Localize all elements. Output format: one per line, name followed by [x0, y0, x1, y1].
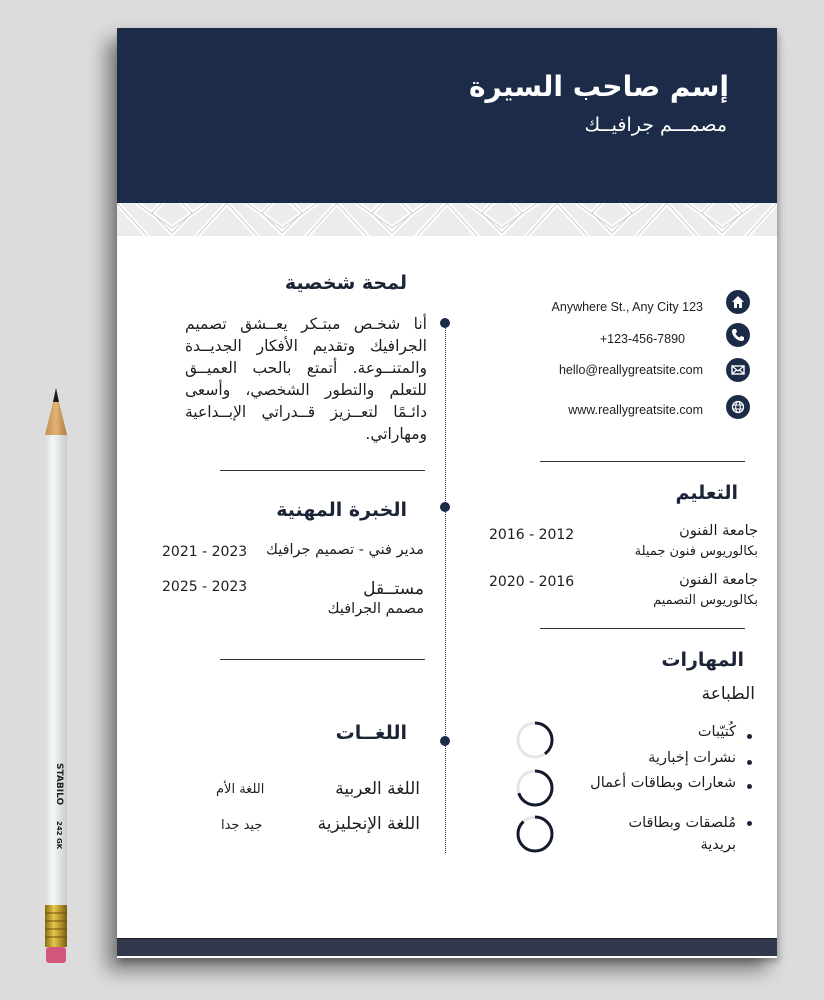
divider — [540, 628, 745, 629]
bullet — [747, 734, 752, 739]
education-dates: 2020 - 2016 — [489, 574, 575, 590]
education-degree: بكالوريوس فنون جميلة — [634, 544, 758, 559]
resume-page — [117, 28, 777, 958]
contact-phone[interactable]: +123-456-7890 — [599, 332, 685, 346]
language-name: اللغة الإنجليزية — [317, 814, 420, 834]
pencil-model: 242 GK — [55, 821, 63, 850]
timeline-dot — [440, 318, 450, 328]
mail-icon — [726, 358, 750, 382]
experience-title: الخبرة المهنية — [276, 499, 407, 521]
timeline-line — [445, 323, 446, 853]
skill-item: كُتيّبات — [697, 724, 736, 740]
experience-role: مدير فني - تصميم جرافيك — [265, 542, 424, 558]
skills-title: المهارات — [661, 649, 744, 671]
person-name: إسم صاحب السيرة — [469, 70, 729, 103]
skill-level-ring — [515, 720, 555, 760]
skill-level-arc — [518, 817, 552, 851]
language-level: جيد جدا — [221, 818, 263, 833]
timeline-dot — [440, 502, 450, 512]
skill-item: مُلصقات وبطاقات بريدية — [628, 815, 736, 853]
resume-header — [117, 28, 777, 203]
experience-dates: 2025 - 2023 — [162, 579, 248, 595]
education-dates: 2016 - 2012 — [489, 527, 575, 543]
experience-role: مستــقل — [363, 579, 424, 599]
globe-icon — [726, 395, 750, 419]
language-level: اللغة الأم — [216, 782, 265, 797]
timeline-dot — [440, 736, 450, 746]
person-role: مصمـــم جرافيــك — [584, 114, 727, 136]
education-school: جامعة الفنون — [679, 572, 758, 588]
bullet — [747, 760, 752, 765]
skills-subtitle: الطباعة — [701, 684, 755, 704]
language-name: اللغة العربية — [335, 779, 420, 799]
languages-title: اللغــات — [335, 722, 407, 744]
geometric-pattern-band — [117, 203, 777, 236]
pencil-decoration — [44, 388, 68, 968]
home-icon — [726, 290, 750, 314]
bullet — [747, 784, 752, 789]
education-school: جامعة الفنون — [679, 523, 758, 539]
contact-website[interactable]: www.reallygreatsite.com — [568, 403, 703, 417]
skill-item: شعارات وبطاقات أعمال — [590, 775, 736, 791]
skill-level-ring — [515, 814, 555, 854]
education-title: التعليم — [675, 482, 738, 504]
experience-dates: 2021 - 2023 — [162, 544, 248, 560]
contact-address: Anywhere St., Any City 123 — [551, 300, 703, 314]
divider — [220, 659, 425, 660]
phone-icon — [726, 323, 750, 347]
divider — [220, 470, 425, 471]
contact-email[interactable]: hello@reallygreatsite.com — [558, 363, 703, 377]
profile-text: أنا شخـص مبتـكر يعــشق تصميم الجرافيك وتقديم الأفكار الجديــدة والمتنــوعة. أتمتع بالحب العميــق للتعلم والتطور الشخصي، وأسعى دائـمًا لتعــزيز قــدراتي الإبــداعية ومهاراتي. — [185, 315, 427, 443]
education-degree: بكالوريوس التصميم — [653, 593, 758, 608]
skill-level-ring — [515, 768, 555, 808]
skill-item: نشرات إخبارية — [648, 750, 736, 766]
bullet — [747, 821, 752, 826]
footer-bar — [117, 938, 777, 956]
divider — [540, 461, 745, 462]
experience-detail: مصمم الجرافيك — [327, 601, 424, 617]
profile-title: لمحة شخصية — [284, 272, 407, 294]
pencil-brand: STABILO — [54, 763, 64, 806]
